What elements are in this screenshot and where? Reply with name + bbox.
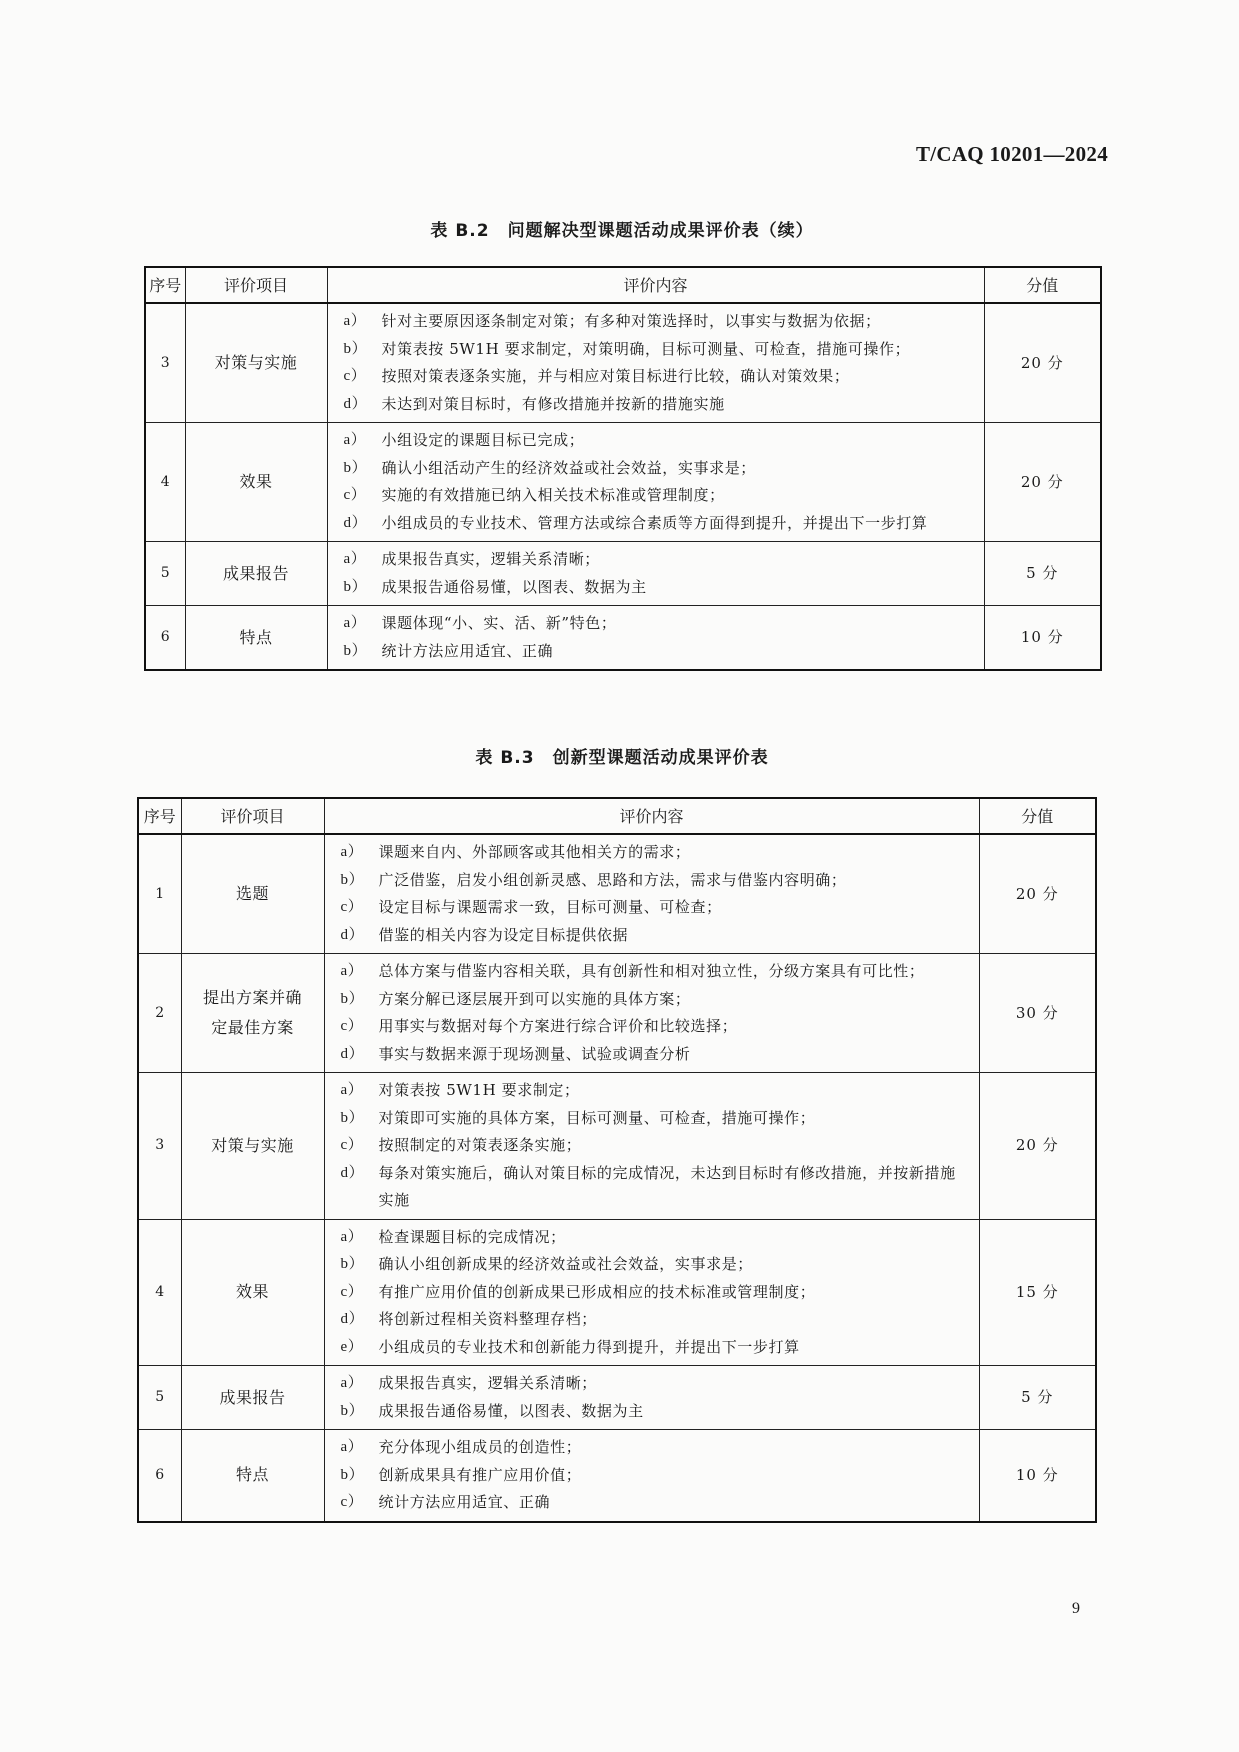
evaluation-item: 选题 xyxy=(181,834,324,954)
criterion xyxy=(337,922,967,950)
evaluation-content xyxy=(324,1430,979,1522)
criterion-letter: e） xyxy=(340,1338,364,1355)
criterion xyxy=(340,308,972,336)
criterion-text: 事实与数据来源于现场测量、试验或调查分析 xyxy=(378,1044,691,1063)
criterion-letter: d） xyxy=(340,926,365,943)
criterion xyxy=(337,1013,967,1041)
table-b2 xyxy=(144,266,1102,671)
criterion xyxy=(337,839,967,867)
criterion xyxy=(337,1306,967,1334)
criterion xyxy=(337,867,967,895)
criterion xyxy=(340,510,972,538)
criterion-text: 课题来自内、外部顾客或其他相关方的需求； xyxy=(378,843,691,861)
score: 10 分 xyxy=(979,1430,1096,1522)
header-item: 评价项目 xyxy=(181,798,324,834)
evaluation-item: 对策与实施 xyxy=(181,1073,324,1220)
table-b2-caption: 表 B.2 问题解决型课题活动成果评价表（续） xyxy=(430,221,814,241)
evaluation-item: 效果 xyxy=(181,1219,324,1366)
criterion-letter: b） xyxy=(340,1402,365,1419)
score: 20 分 xyxy=(979,834,1096,954)
criterion-text: 设定目标与课题需求一致，目标可测量、可检查； xyxy=(378,898,722,916)
score: 5 分 xyxy=(984,542,1101,606)
criterion-letter: b） xyxy=(340,1109,365,1126)
criterion-text: 实施的有效措施已纳入相关技术标准或管理制度； xyxy=(381,486,725,504)
table-row xyxy=(138,954,1096,1073)
table-row xyxy=(138,1366,1096,1430)
criterion-text: 成果报告通俗易懂，以图表、数据为主 xyxy=(378,1401,644,1420)
criterion-letter: b） xyxy=(340,871,365,888)
criterion xyxy=(337,1041,967,1069)
criterion xyxy=(340,610,972,638)
criterion xyxy=(337,894,967,922)
criterion-letter: c） xyxy=(340,1137,364,1153)
table-body xyxy=(138,834,1096,1522)
page-number: 9 xyxy=(1072,1600,1080,1617)
table-row xyxy=(138,1073,1096,1220)
criterion-letter: c） xyxy=(340,1494,364,1510)
score: 30 分 xyxy=(979,954,1096,1073)
row-number: 3 xyxy=(145,303,185,423)
score: 15 分 xyxy=(979,1219,1096,1366)
criterion-text: 对策表按 5W1H 要求制定，对策明确，目标可测量、可检查，措施可操作； xyxy=(381,339,911,358)
row-number: 1 xyxy=(138,834,181,954)
criterion-text: 统计方法应用适宜、正确 xyxy=(378,1493,551,1511)
criterion xyxy=(337,1160,967,1215)
table-row xyxy=(145,542,1101,606)
criterion xyxy=(337,1489,967,1517)
table-body xyxy=(145,303,1101,670)
row-number: 3 xyxy=(138,1073,181,1220)
row-number: 6 xyxy=(138,1430,181,1522)
criterion-text: 小组设定的课题目标已完成； xyxy=(381,431,585,449)
criterion xyxy=(337,1251,967,1279)
criterion-letter: a） xyxy=(340,1228,364,1245)
criterion-letter: d） xyxy=(340,1045,365,1062)
evaluation-item: 提出方案并确定最佳方案 xyxy=(181,954,324,1073)
criterion-letter: b） xyxy=(340,990,365,1007)
header-score: 分值 xyxy=(984,267,1101,303)
criterion-letter: b） xyxy=(340,1466,365,1483)
criterion-letter: a） xyxy=(343,551,367,567)
criterion-text: 按照制定的对策表逐条实施； xyxy=(378,1136,582,1154)
row-number: 4 xyxy=(145,423,185,542)
criterion-text: 创新成果具有推广应用价值； xyxy=(378,1465,582,1484)
evaluation-item: 成果报告 xyxy=(181,1366,324,1430)
criterion-text: 用事实与数据对每个方案进行综合评价和比较选择； xyxy=(378,1017,738,1035)
criterion-letter: c） xyxy=(340,1283,364,1300)
score: 5 分 xyxy=(979,1366,1096,1430)
criterion-letter: d） xyxy=(340,1164,365,1181)
header-score: 分值 xyxy=(979,798,1096,834)
header-item: 评价项目 xyxy=(185,267,327,303)
criterion-letter: d） xyxy=(343,395,368,412)
evaluation-item: 效果 xyxy=(185,423,327,542)
score: 20 分 xyxy=(979,1073,1096,1220)
criterion xyxy=(340,427,972,455)
table-row xyxy=(145,423,1101,542)
table-header-row xyxy=(145,267,1101,303)
evaluation-content xyxy=(324,1366,979,1430)
criterion xyxy=(340,546,972,574)
criterion-text: 检查课题目标的完成情况； xyxy=(378,1227,566,1246)
evaluation-content xyxy=(324,1073,979,1220)
criterion xyxy=(340,363,972,391)
criterion-letter: b） xyxy=(343,459,368,476)
criterion-text: 确认小组活动产生的经济效益或社会效益，实事求是； xyxy=(381,458,756,477)
criterion xyxy=(337,986,967,1014)
criterion-letter: c） xyxy=(343,487,367,503)
criterion-text: 总体方案与借鉴内容相关联，具有创新性和相对独立性，分级方案具有可比性； xyxy=(378,962,925,980)
criterion-text: 针对主要原因逐条制定对策；有多种对策选择时，以事实与数据为依据； xyxy=(381,312,881,330)
evaluation-content xyxy=(324,834,979,954)
criterion-letter: a） xyxy=(340,1439,364,1455)
criterion-letter: d） xyxy=(343,514,368,531)
table-row xyxy=(138,1219,1096,1366)
criterion xyxy=(340,391,972,419)
score: 20 分 xyxy=(984,303,1101,423)
criterion-text: 成果报告通俗易懂，以图表、数据为主 xyxy=(381,577,647,596)
criterion-letter: c） xyxy=(340,899,364,915)
evaluation-content xyxy=(324,1219,979,1366)
evaluation-content xyxy=(327,542,984,606)
evaluation-item: 特点 xyxy=(181,1430,324,1522)
criterion xyxy=(340,574,972,602)
criterion-text: 成果报告真实，逻辑关系清晰； xyxy=(381,550,600,568)
evaluation-item: 特点 xyxy=(185,606,327,671)
evaluation-item: 对策与实施 xyxy=(185,303,327,423)
criterion xyxy=(337,1077,967,1105)
row-number: 5 xyxy=(145,542,185,606)
criterion-text: 小组成员的专业技术、管理方法或综合素质等方面得到提升，并提出下一步打算 xyxy=(381,513,928,532)
table-row xyxy=(145,606,1101,671)
criterion-text: 有推广应用价值的创新成果已形成相应的技术标准或管理制度； xyxy=(378,1282,816,1301)
evaluation-content xyxy=(327,606,984,671)
criterion xyxy=(340,455,972,483)
criterion-text: 确认小组创新成果的经济效益或社会效益，实事求是； xyxy=(378,1255,753,1273)
criterion-letter: a） xyxy=(340,963,364,979)
evaluation-content xyxy=(324,954,979,1073)
criterion xyxy=(337,1398,967,1426)
criterion-letter: d） xyxy=(340,1311,365,1327)
criterion-letter: a） xyxy=(343,432,367,448)
criterion-text: 成果报告真实，逻辑关系清晰； xyxy=(378,1374,597,1392)
criterion-letter: b） xyxy=(343,578,368,595)
criterion-letter: a） xyxy=(340,1375,364,1391)
criterion-text: 统计方法应用适宜、正确 xyxy=(381,641,554,660)
criterion-letter: b） xyxy=(343,340,368,357)
criterion xyxy=(340,638,972,666)
criterion-text: 广泛借鉴，启发小组创新灵感、思路和方法，需求与借鉴内容明确； xyxy=(378,870,847,889)
criterion xyxy=(337,1224,967,1252)
table-row xyxy=(138,1430,1096,1522)
criterion xyxy=(337,1105,967,1133)
criterion-letter: c） xyxy=(340,1018,364,1034)
criterion-text: 小组成员的专业技术和创新能力得到提升，并提出下一步打算 xyxy=(378,1337,800,1356)
criterion-text: 对策表按 5W1H 要求制定； xyxy=(378,1081,580,1099)
criterion-text: 未达到对策目标时，有修改措施并按新的措施实施 xyxy=(381,394,725,413)
criterion xyxy=(337,1434,967,1462)
table-b3-caption: 表 B.3 创新型课题活动成果评价表 xyxy=(475,748,769,768)
criterion-text: 将创新过程相关资料整理存档； xyxy=(378,1310,597,1328)
document-code: T/CAQ 10201—2024 xyxy=(915,142,1108,166)
criterion-letter: c） xyxy=(343,368,367,384)
criterion-text: 方案分解已逐层展开到可以实施的具体方案； xyxy=(378,989,691,1008)
header-no: 序号 xyxy=(138,798,181,834)
table-b3 xyxy=(137,797,1097,1523)
evaluation-content xyxy=(327,423,984,542)
score: 10 分 xyxy=(984,606,1101,671)
criterion xyxy=(337,1132,967,1160)
criterion-text: 课题体现“小、实、活、新”特色； xyxy=(381,614,617,632)
criterion-text: 借鉴的相关内容为设定目标提供依据 xyxy=(378,925,629,944)
evaluation-item: 成果报告 xyxy=(185,542,327,606)
criterion xyxy=(340,336,972,364)
criterion-text: 按照对策表逐条实施，并与相应对策目标进行比较，确认对策效果； xyxy=(381,367,850,385)
criterion-text: 每条对策实施后，确认对策目标的完成情况，未达到目标时有修改措施，并按新措施实施 xyxy=(378,1163,956,1209)
header-content: 评价内容 xyxy=(327,267,984,303)
criterion xyxy=(337,1370,967,1398)
row-number: 2 xyxy=(138,954,181,1073)
criterion xyxy=(337,1279,967,1307)
header-no: 序号 xyxy=(145,267,185,303)
table-row xyxy=(145,303,1101,423)
table-row xyxy=(138,834,1096,954)
evaluation-content xyxy=(327,303,984,423)
table-header-row xyxy=(138,798,1096,834)
criterion xyxy=(337,1334,967,1362)
row-number: 5 xyxy=(138,1366,181,1430)
row-number: 6 xyxy=(145,606,185,671)
criterion-letter: a） xyxy=(343,313,367,329)
criterion-letter: b） xyxy=(343,642,368,659)
criterion xyxy=(340,482,972,510)
criterion-letter: b） xyxy=(340,1256,365,1272)
criterion xyxy=(337,1462,967,1490)
score: 20 分 xyxy=(984,423,1101,542)
criterion-text: 充分体现小组成员的创造性； xyxy=(378,1438,582,1456)
criterion-text: 对策即可实施的具体方案，目标可测量、可检查，措施可操作； xyxy=(378,1108,816,1127)
criterion xyxy=(337,958,967,986)
criterion-letter: a） xyxy=(340,844,364,860)
header-content: 评价内容 xyxy=(324,798,979,834)
criterion-letter: a） xyxy=(340,1082,364,1098)
row-number: 4 xyxy=(138,1219,181,1366)
criterion-letter: a） xyxy=(343,615,367,631)
